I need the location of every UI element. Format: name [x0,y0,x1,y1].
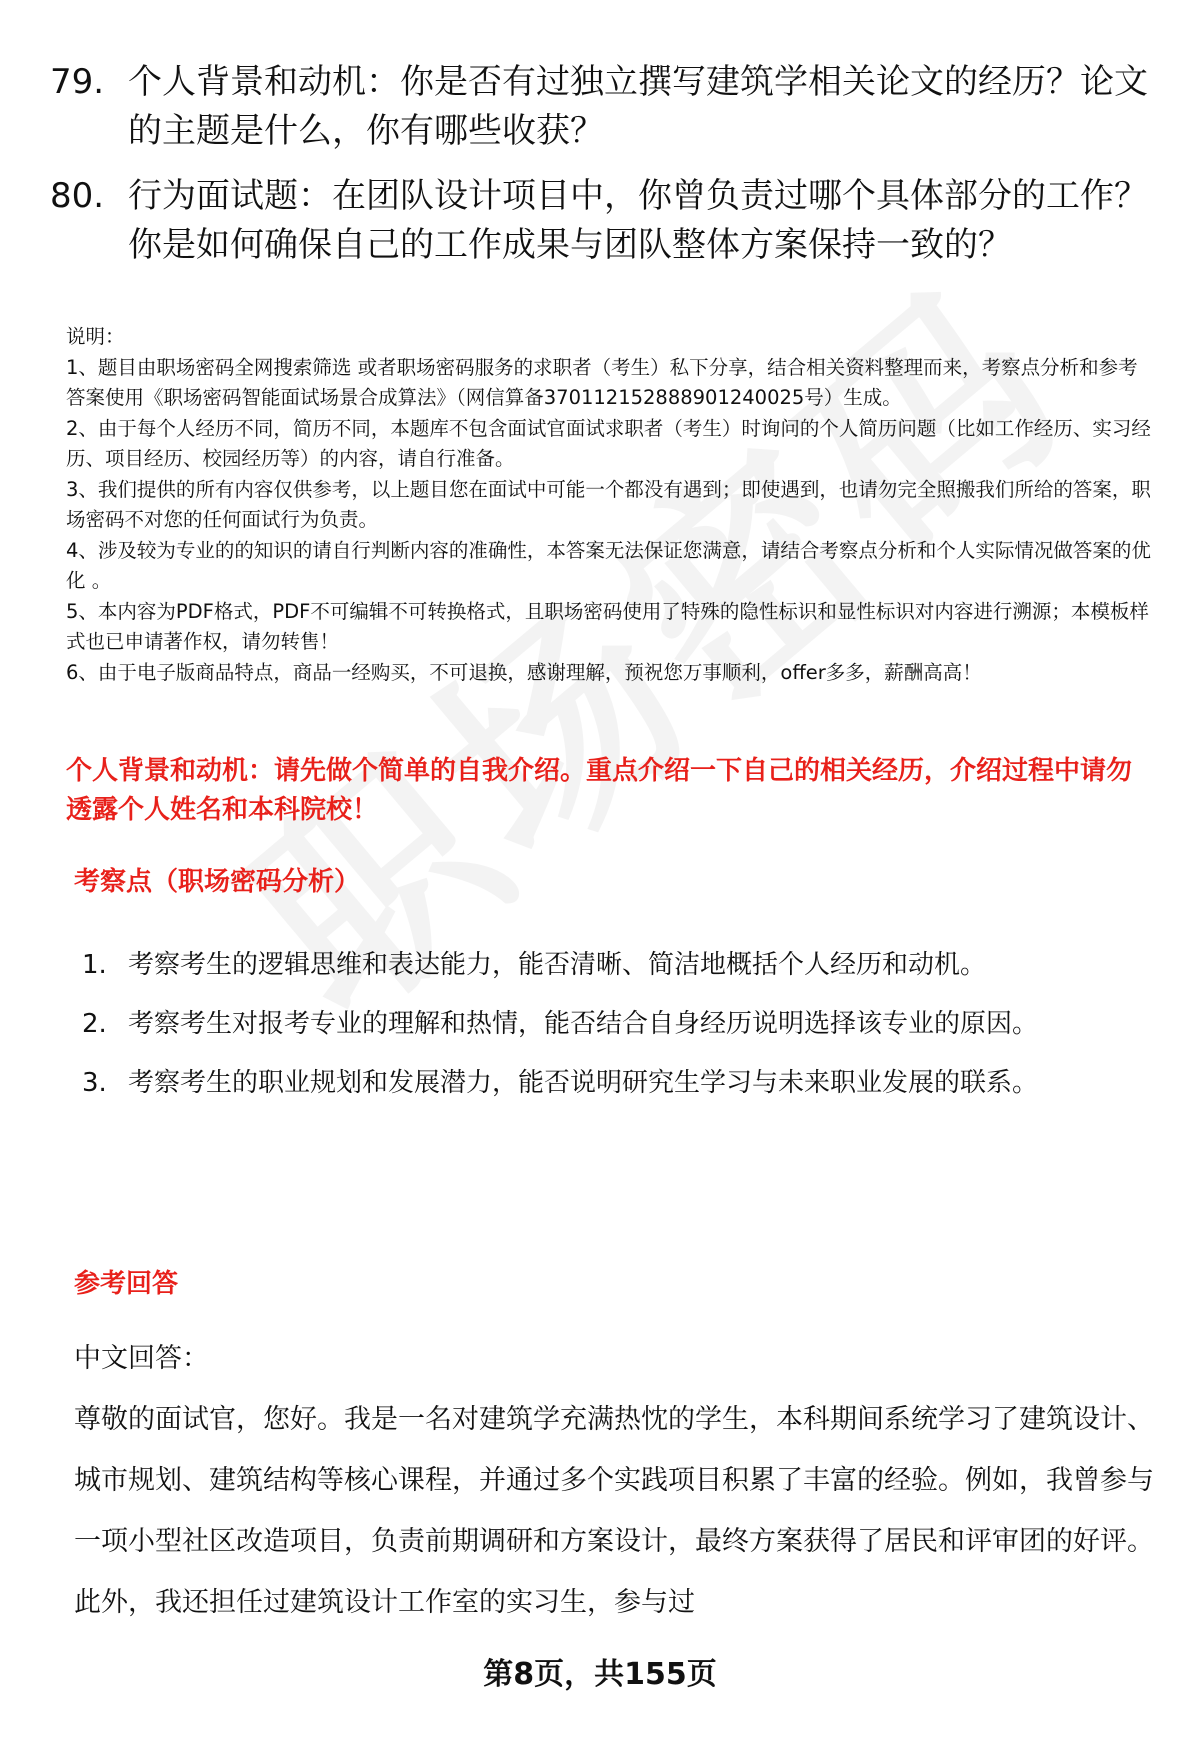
list-text: 考察考生的职业规划和发展潜力，能否说明研究生学习与未来职业发展的联系。 [128,1068,1039,1098]
question-text: 个人背景和动机：你是否有过独立撰写建筑学相关论文的经历？论文的主题是什么，你有哪些收获？ [128,62,1148,151]
analysis-list [82,938,1142,1115]
list-item [82,997,1142,1052]
answer-label: 中文回答： [74,1343,209,1374]
question-number: 79. [50,62,105,102]
notes-item: 1、题目由职场密码全网搜索筛选 或者职场密码服务的求职者（考生）私下分享，结合相关资料整理而来，考察点分析和参考答案使用《职场密码智能面试场景合成算法》（网信算备370112152888901240025号）生成。 [66,355,1138,409]
list-number: 2. [82,1009,107,1039]
list-item [82,1056,1142,1111]
answer-heading: 参考回答 [74,1269,179,1299]
question-number: 80. [50,176,105,216]
notes-item: 3、我们提供的所有内容仅供参考，以上题目您在面试中可能一个都没有遇到；即使遇到，也请勿完全照搬我们所给的答案，职场密码不对您的任何面试行为负责。 [66,477,1151,531]
answer-body: 尊敬的面试官，您好。我是一名对建筑学充满热忱的学生，本科期间系统学习了建筑设计、城市规划、建筑结构等核心课程，并通过多个实践项目积累了丰富的经验。例如，我曾参与一项小型社区改造项目，负责前期调研和方案设计，最终方案获得了居民和评审团的好评。此外，我还担任过建筑设计工作室的实习生，参与过 [74,1404,1154,1618]
analysis-heading: 考察点（职场密码分析） [74,867,361,897]
notes-item: 2、由于每个人经历不同，简历不同，本题库不包含面试官面试求职者（考生）时询问的个人简历问题（比如工作经历、实习经历、项目经历、校园经历等）的内容，请自行准备。 [66,416,1151,470]
notes-item: 5、本内容为PDF格式，PDF不可编辑不可转换格式，且职场密码使用了特殊的隐性标识和显性标识对内容进行溯源；本模板样式也已申请著作权，请勿转售！ [66,599,1149,653]
page-footer: 第8页，共155页 [483,1657,717,1692]
list-text: 考察考生的逻辑思维和表达能力，能否清晰、简洁地概括个人经历和动机。 [128,950,987,980]
notes-heading: 说明： [66,325,125,348]
featured-question: 个人背景和动机：请先做个简单的自我介绍。重点介绍一下自己的相关经历，介绍过程中请勿透露个人姓名和本科院校！ [66,756,1133,825]
list-text: 考察考生对报考专业的理解和热情，能否结合自身经历说明选择该专业的原因。 [128,1009,1039,1039]
question-79 [50,58,1150,156]
question-text: 行为面试题：在团队设计项目中，你曾负责过哪个具体部分的工作？你是如何确保自己的工作成果与团队整体方案保持一致的？ [128,176,1148,265]
list-number: 1. [82,950,107,980]
list-item [82,938,1142,993]
question-80 [50,172,1150,270]
notes-item: 6、由于电子版商品特点，商品一经购买，不可退换，感谢理解，预祝您万事顺利，offer多多，薪酬高高！ [66,660,982,684]
answer-block [74,1328,1154,1633]
notes-block [66,322,1156,688]
notes-item: 4、涉及较为专业的的知识的请自行判断内容的准确性，本答案无法保证您满意，请结合考察点分析和个人实际情况做答案的优化 。 [66,538,1151,592]
list-number: 3. [82,1068,107,1098]
